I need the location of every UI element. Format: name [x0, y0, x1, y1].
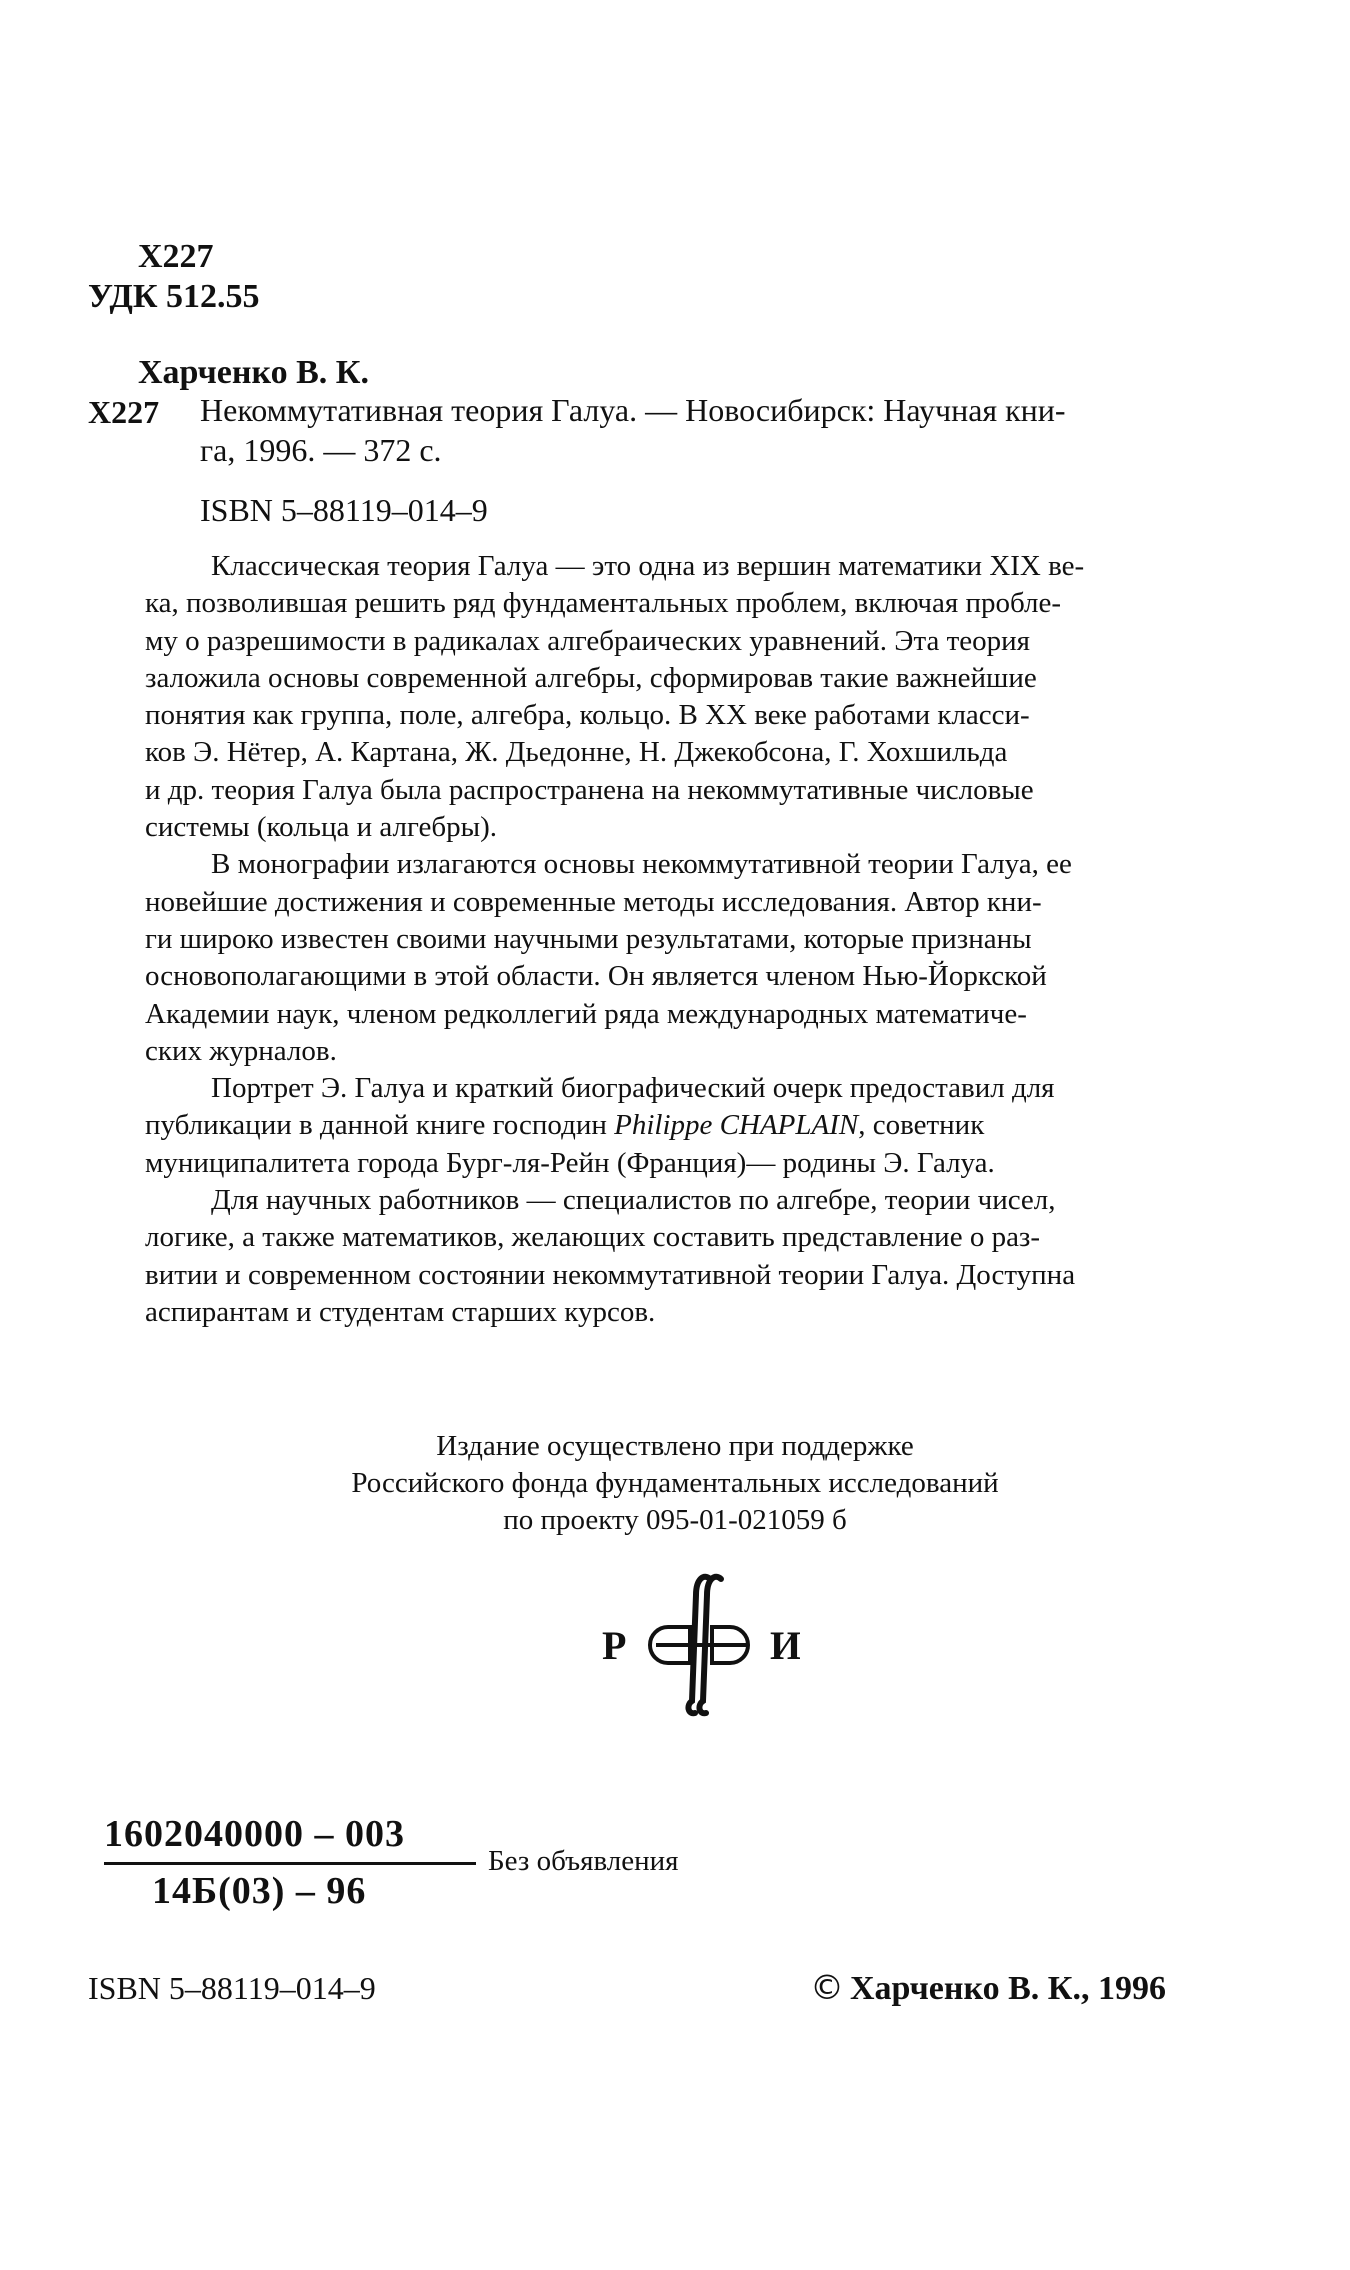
text-segment: публикации в данной книге господин [145, 1109, 615, 1142]
udc-code: УДК 512.55 [88, 278, 260, 315]
support-line-1: Издание осуществлено при поддержке [436, 1430, 914, 1462]
abstract-line: логике, а также математиков, желающих составить представление о раз- [145, 1221, 1041, 1254]
abstract-paragraph-3 [145, 1070, 1265, 1182]
fraction-line [104, 1862, 476, 1865]
sponsor-name: Philippe CHAPLAIN [614, 1109, 859, 1142]
abstract-line: Для научных работников — специалистов по алгебре, теории чисел, [211, 1184, 1056, 1217]
abstract-line: му о разрешимости в радикалах алгебраических уравнений. Эта теория [145, 624, 1030, 657]
footer-isbn: ISBN 5–88119–014–9 [88, 1970, 376, 2006]
entry-code: Х227 [88, 394, 160, 430]
abstract-line [145, 1107, 1265, 1144]
bibliographic-line-2: га, 1996. — 372 с. [200, 432, 442, 468]
abstract-line: Портрет Э. Галуа и краткий биографический очерк предоставил для [211, 1072, 1055, 1105]
abstract-line: аспирантам и студентам старших курсов. [145, 1295, 656, 1328]
publication-code-denominator: 14Б(03) – 96 [152, 1870, 367, 1912]
abstract-line: новейшие достижения и современные методы исследования. Автор кни- [145, 885, 1042, 918]
author-name: Харченко В. К. [138, 354, 369, 391]
abstract-line: понятия как группа, поле, алгебра, кольцо. В XX веке работами класси- [145, 699, 1030, 732]
abstract-line: витии и современном состоянии некоммутативной теории Галуа. Доступна [145, 1258, 1076, 1291]
abstract-line: ка, позволившая решить ряд фундаментальных проблем, включая пробле- [145, 587, 1062, 620]
classification-code: Х227 [138, 238, 214, 275]
publication-code-numerator: 1602040000 – 003 [104, 1813, 405, 1855]
abstract-line: Академии наук, членом редколлегий ряда международных математиче- [145, 997, 1027, 1030]
copyright [810, 1968, 1166, 2008]
abstract-line: ги широко известен своими научными результатами, которые признаны [145, 922, 1032, 955]
abstract-paragraph-4 [145, 1182, 1265, 1331]
abstract-line: муниципалитета города Бург-ля-Рейн (Франция)— родины Э. Галуа. [145, 1146, 995, 1179]
logo-left-letter: Р [602, 1623, 627, 1668]
abstract-line: основополагающими в этой области. Он является членом Нью-Йоркской [145, 960, 1047, 993]
rffi-logo [600, 1565, 800, 1725]
abstract-paragraph-1 [145, 548, 1265, 846]
support-note [0, 1428, 1350, 1539]
abstract-line: и др. теория Галуа была распространена на некоммутативные числовые [145, 773, 1034, 806]
logo-right-letter: И [770, 1623, 800, 1668]
abstract-line: В монографии излагаются основы некоммутативной теории Галуа, ее [211, 848, 1072, 881]
copyright-icon: © [810, 1968, 844, 2008]
abstract-line: ков Э. Нётер, А. Картана, Ж. Дьедонне, Н. Джекобсона, Г. Хохшильда [145, 736, 1008, 769]
publication-code [104, 1812, 476, 1913]
entry-isbn: ISBN 5–88119–014–9 [200, 492, 488, 528]
no-announcement-note: Без объявления [488, 1845, 679, 1877]
text-segment: , советник [858, 1109, 985, 1142]
copyright-text: Харченко В. К., 1996 [850, 1970, 1166, 2007]
abstract-line: Классическая теория Галуа — это одна из вершин математики XIX ве- [211, 550, 1085, 582]
rffi-logo-icon [600, 1565, 800, 1725]
support-line-3: по проекту 095-01-021059 б [503, 1504, 847, 1536]
bibliographic-description [200, 390, 1240, 470]
support-line-2: Российского фонда фундаментальных исследований [351, 1467, 999, 1499]
abstract [145, 548, 1265, 1331]
abstract-line: заложила основы современной алгебры, сформировав такие важнейшие [145, 661, 1037, 694]
abstract-line: ских журналов. [145, 1034, 337, 1067]
abstract-paragraph-2 [145, 846, 1265, 1070]
abstract-line: системы (кольца и алгебры). [145, 811, 498, 844]
bibliographic-line-1: Некоммутативная теория Галуа. — Новосибирск: Научная кни- [200, 392, 1066, 428]
